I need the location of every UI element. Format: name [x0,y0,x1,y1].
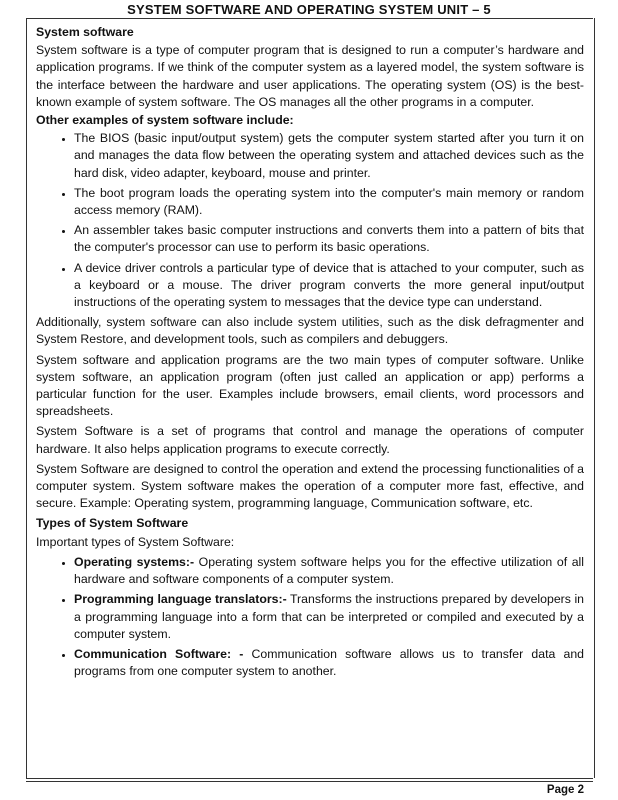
type-term: Programming language translators:- [74,592,287,607]
types-list [36,554,584,680]
type-term: Operating systems:- [74,554,195,569]
list-item [74,646,584,680]
section-heading-system-software: System software [36,25,134,39]
list-item: • A device driver controls a particular type of device that is attached to your computer, such as a keyboard or a mouse. The driver program converts the more general input/output instructions of the operating system to messages that the device type can understand. [74,260,584,312]
intro-paragraph: System software is a type of computer program that is designed to run a computer’s hardware and application programs. If we think of the computer system as a layered model, the system software is the interface between the hardware and user applications. The operating system (OS) is the best-known example of system software. The OS manages all the other programs in a computer. [36,43,584,109]
paragraph-two-types: System software and application programs are the two main types of computer software. Unlike system software, an application program (often just called an application or app) performs a particular function for the user. Examples include browsers, email clients, word processors and spreadsheets. [36,352,584,419]
list-item [74,591,584,643]
document-body [36,24,584,683]
types-heading: Types of System Software [36,516,189,531]
paragraph-set-of-programs: System Software is a set of programs that control and manage the operations of computer hardware. It also helps application programs to execute correctly. [36,424,584,456]
list-item: • The BIOS (basic input/output system) gets the computer system started after you turn it on and manages the data flow between the operating system and attached devices such as the hard disk, video adapter, keyboard, mouse and printer. [74,130,584,182]
footer-divider-thin [26,781,593,782]
type-term: Communication Software: - [74,646,244,661]
header-divider [26,18,593,19]
paragraph-additionally: Additionally, system software can also include system utilities, such as the disk defragmenter and System Restore, and development tools, such as compilers and debuggers. [36,315,584,347]
examples-list [36,130,584,311]
list-item [74,554,584,588]
paragraph-designed-to-control: System Software are designed to control the operation and extend the processing functionalities of a computer system. System software makes the operation of a computer more fast, effective, and secure. Example: Operating system, programming language, Communication software, etc. [36,461,584,511]
types-intro: Important types of System Software: [36,534,235,549]
type-description: Transforms the instructions prepared by developers in a programming language into a form that can be interpreted or compiled and executed by a computer system. [74,592,585,641]
page-number: Page 2 [546,784,584,796]
page-header-title: SYSTEM SOFTWARE AND OPERATING SYSTEM UNIT – 5 [127,2,491,17]
footer-divider [26,778,593,779]
list-item: • An assembler takes basic computer instructions and converts them into a pattern of bits that the computer's processor can use to perform its basic operations. [74,222,584,256]
list-item: • The boot program loads the operating system into the computer's main memory or random access memory (RAM). [74,185,584,219]
examples-heading: Other examples of system software include: [36,113,294,128]
type-description: Communication software allows us to transfer data and programs from one computer system to another. [74,646,584,679]
type-description: Operating system software helps you for the effective utilization of all hardware and software components of a computer system. [74,554,584,587]
